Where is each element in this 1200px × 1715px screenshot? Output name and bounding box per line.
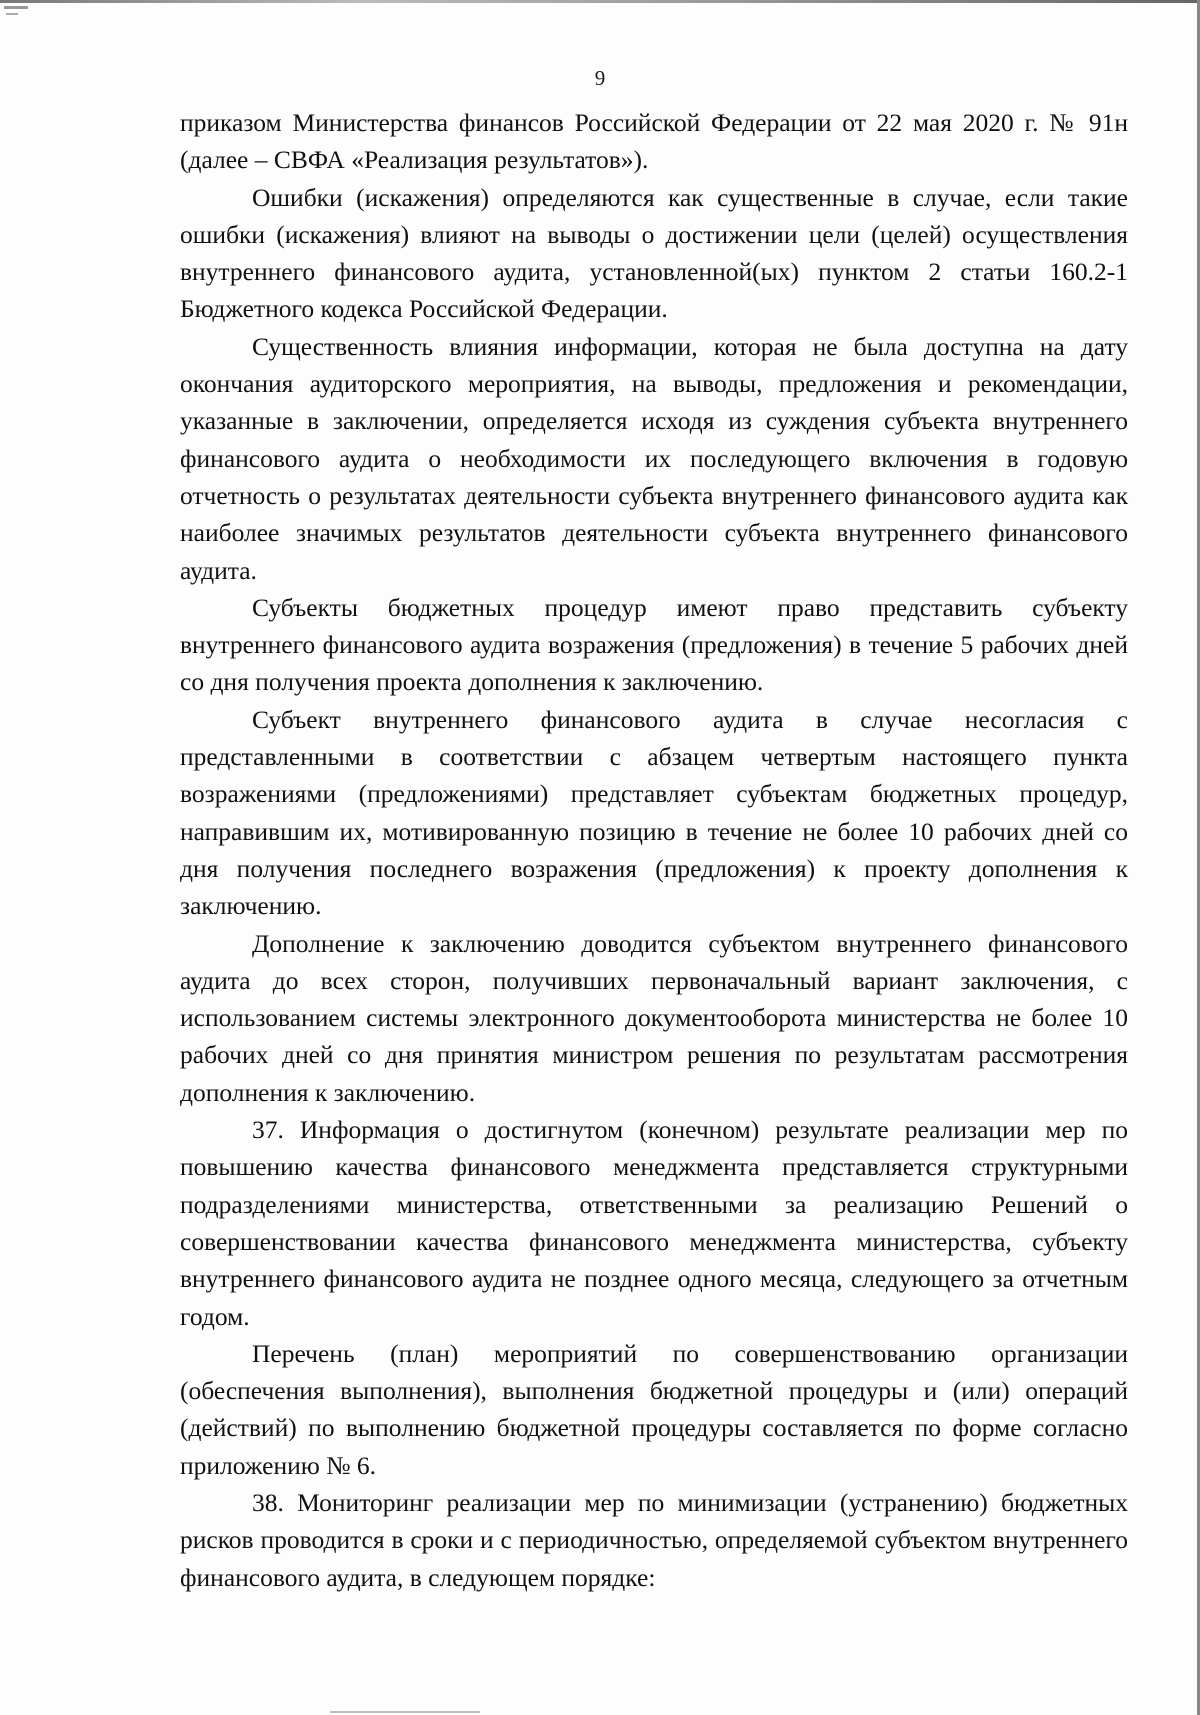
paragraph-item-37: 37. Информация о достигнутом (конечном) результате реализации мер по повышению качества финансового менеджмента представляется структурными подразделениями министерства, ответственными за реализацию Решений о совершенствовании качества финансового менеджмента министерства, субъекту внутреннего финансового аудита не позднее одного месяца, следующего за отчетным годом. — [180, 1115, 1128, 1331]
paragraph: Дополнение к заключению доводится субъектом внутреннего финансового аудита до всех сторон, получивших первоначальный вариант заключения, с использованием системы электронного документооборота министерства не более 10 рабочих дней со дня принятия министром решения по результатам рассмотрения дополнения к заключению. — [180, 928, 1128, 1107]
paragraph: Субъект внутреннего финансового аудита в случае несогласия с представленными в соответствии с абзацем четвертым настоящего пункта возражениями (предложениями) представляет субъектам бюджетных процедур, направившим их, мотивированную позицию в течение не более 10 рабочих дней со дня получения последнего возражения (предложения) к проекту дополнения к заключению. — [180, 704, 1128, 921]
scan-artifact — [4, 6, 28, 9]
document-body — [180, 104, 1128, 1596]
scan-edge-top — [0, 0, 1200, 3]
scan-artifact — [330, 1711, 480, 1713]
paragraph-item-38: 38. Мониторинг реализации мер по минимизации (устранению) бюджетных рисков проводится в сроки и с периодичностью, определяемой субъектом внутреннего финансового аудита, в следующем порядке: — [180, 1487, 1128, 1592]
paragraph: Ошибки (искажения) определяются как существенные в случае, если такие ошибки (искажения) влияют на выводы о достижении цели (целей) осуществления внутреннего финансового аудита, установленной(ых) пунктом 2 статьи 160.2-1 Бюджетного кодекса Российской Федерации. — [180, 182, 1128, 324]
paragraph: приказом Министерства финансов Российской Федерации от 22 мая 2020 г. № 91н (далее – СВФА «Реализация результатов»). — [180, 108, 1128, 175]
paragraph: Перечень (план) мероприятий по совершенствованию организации (обеспечения выполнения), выполнения бюджетной процедуры и (или) операций (действий) по выполнению бюджетной процедуры составляется по форме согласно приложению № 6. — [180, 1338, 1128, 1480]
page-number: 9 — [594, 66, 606, 90]
scan-artifact — [6, 13, 18, 15]
paragraph: Субъекты бюджетных процедур имеют право представить субъекту внутреннего финансового аудита возражения (предложения) в течение 5 рабочих дней со дня получения проекта дополнения к заключению. — [180, 592, 1128, 697]
paragraph: Существенность влияния информации, которая не была доступна на дату окончания аудиторского мероприятия, на выводы, предложения и рекомендации, указанные в заключении, определяется исходя из суждения субъекта внутреннего финансового аудита о необходимости их последующего включения в годовую отчетность о результатах деятельности субъекта внутреннего финансового аудита как наиболее значимых результатов деятельности субъекта внутреннего финансового аудита. — [180, 331, 1128, 585]
